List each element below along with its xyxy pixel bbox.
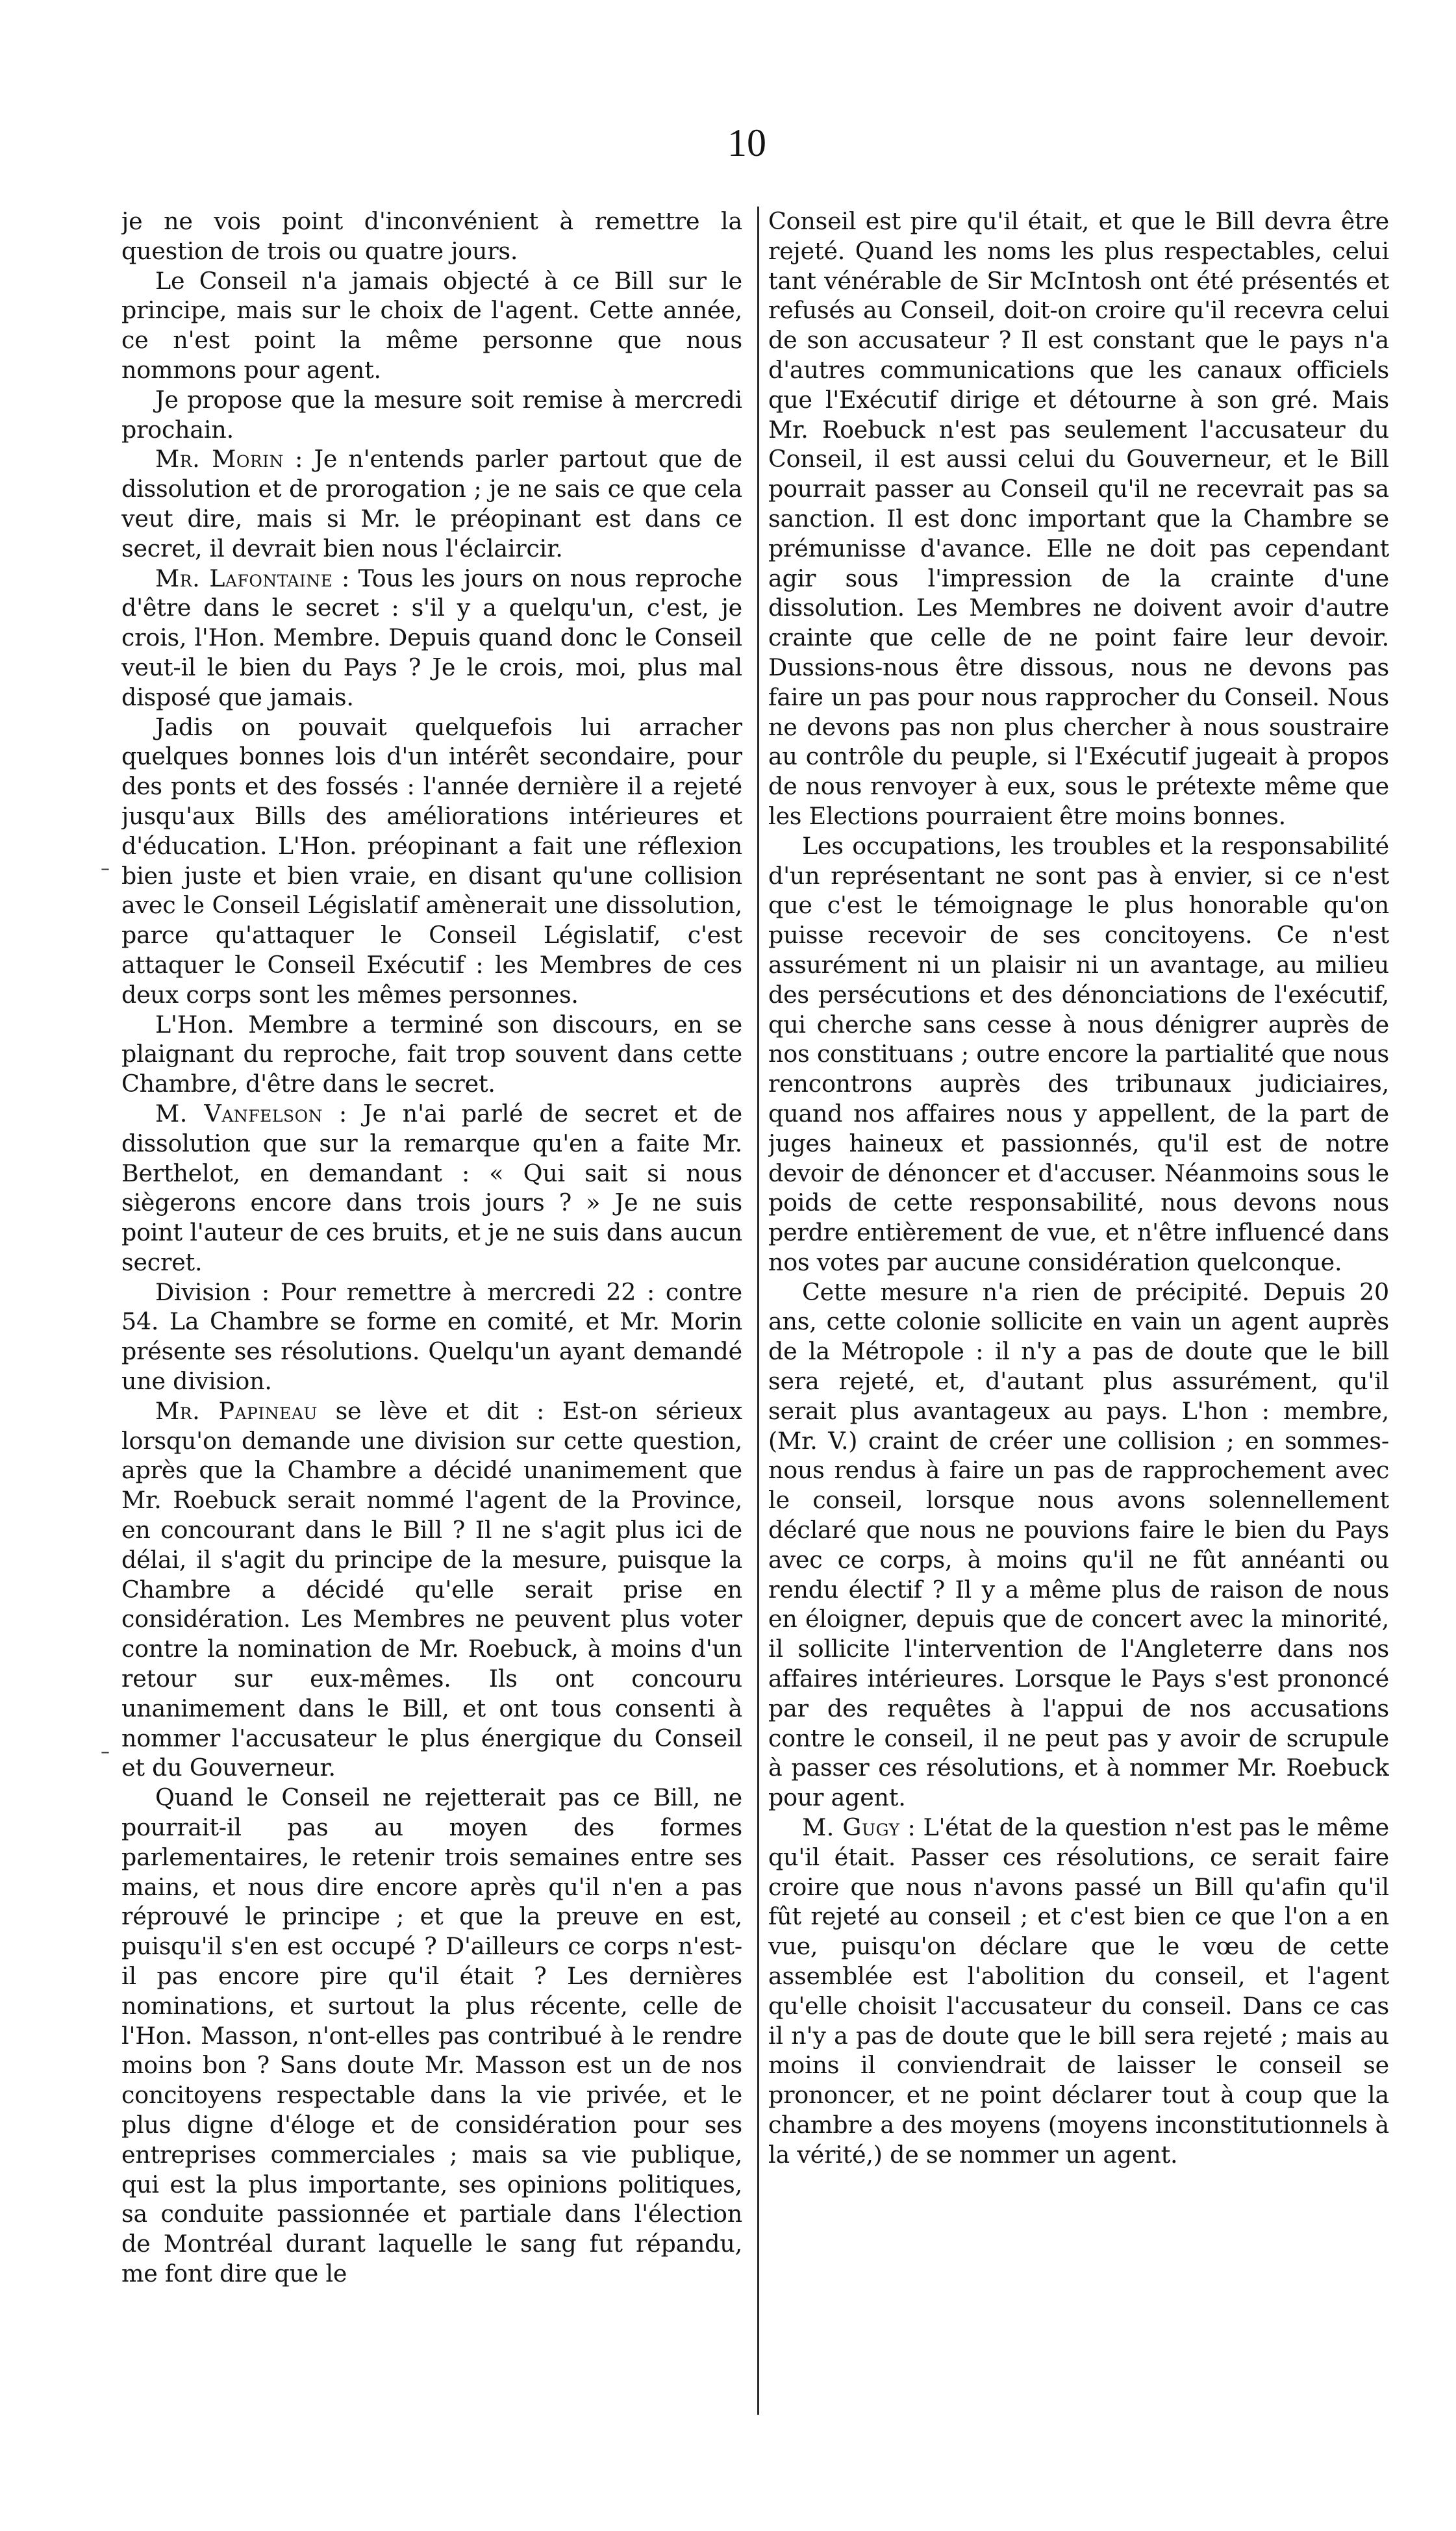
paragraph [121, 207, 742, 266]
paragraph-text: Division : Pour remettre à mercredi 22 : contre 54. La Chambre se forme en comité, et Mr. Morin présente ses résolutions. Quelqu'un ayant demandé une division. [121, 1278, 742, 1396]
paragraph-text: Cette mesure n'a rien de précipité. Depuis 20 ans, cette colonie sollicite en vain un agent auprès de la Métropole : il n'y a pas de doute que le bill sera rejeté, et, d'autant plus assurément, qu'il serait plus avantageux au pays. L'hon : membre, (Mr. V.) craint de créer une collision ; en sommes-nous rendus à faire un pas de rapprochement avec le conseil, lorsque nous avons solennellement déclaré que nous ne pouvions faire le bien du Pays avec ce corps, à moins qu'il ne fût annéanti ou rendu électif ? Il y a même plus de raison de nous en éloigner, depuis que de concert avec la minorité, il sollicite l'intervention de l'Angleterre dans nos affaires intérieures. Lorsque le Pays s'est prononcé par des requêtes à l'appui de nos accusations contre le conseil, il ne peut pas y avoir de scrupule à passer ces résolutions, et à nommer Mr. Roebuck pour agent. [768, 1278, 1389, 1812]
margin-mark: – [101, 857, 110, 879]
paragraph-text: Quand le Conseil ne rejetterait pas ce Bill, ne pourrait-il pas au moyen des formes parlementaires, le retenir trois semaines entre ses mains, et nous dire encore après qu'il n'en a pas réprouvé le principe ; et que la preuve en est, puisqu'il s'en est occupé ? D'ailleurs ce corps n'est-il pas encore pire qu'il était ? Les dernières nominations, et surtout la plus récente, celle de l'Hon. Masson, n'ont-elles pas contribué à le rendre moins bon ? Sans doute Mr. Masson est un de nos concitoyens respectable dans la vie privée, et le plus digne d'éloge et de considération pour ses entreprises commerciales ; mais sa vie publique, qui est la plus importante, ses opinions politiques, sa conduite passionnée et partiale dans l'élection de Montréal durant laquelle le sang fut répandu, me font dire que le [121, 1783, 742, 2287]
paragraph [121, 1010, 742, 1099]
page-number: 10 [727, 121, 766, 164]
paragraph-text: je ne vois point d'inconvénient à remettre la question de trois ou quatre jours. [121, 207, 742, 265]
paragraph-text: Le Conseil n'a jamais objecté à ce Bill sur le principe, mais sur le choix de l'agent. Cette année, ce n'est point la même personne que nous nommons pour agent. [121, 266, 742, 384]
paragraph-text: Jadis on pouvait quelquefois lui arracher quelques bonnes lois d'un intérêt secondaire, pour des ponts et des fossés : l'année dernière il a rejeté jusqu'aux Bills des améliorations intérieures et d'éducation. L'Hon. préopinant a fait une réflexion bien juste et bien vraie, en disant qu'une collision avec le Conseil Législatif amènerait une dissolution, parce qu'attaquer le Conseil Législatif, c'est attaquer le Conseil Exécutif : les Membres de ces deux corps sont les mêmes personnes. [121, 712, 742, 1009]
paragraph [768, 1278, 1389, 1813]
paragraph [121, 564, 742, 712]
paragraph [121, 444, 742, 563]
paragraph [121, 385, 742, 445]
margin-mark: – [101, 1741, 110, 1762]
paragraph [121, 1099, 742, 1278]
paragraph-text: : L'état de la question n'est pas le même qu'il était. Passer ces résolutions, ce serait faire croire que nous n'avons passé un Bill qu'afin qu'il fût rejeté au conseil ; et c'est bien ce que l'on a en vue, puisqu'on déclare que le vœu de cette assemblée est l'abolition du conseil, et l'agent qu'elle choisit l'accusateur du conseil. Dans ce cas il n'y a pas de doute que le bill sera rejeté ; mais au moins il conviendrait de laisser le conseil se prononcer, et ne point déclarer tout à coup que la chambre a des moyens (moyens inconstitutionnels à la vérité,) de se nommer un agent. [768, 1813, 1389, 2169]
paragraph-text: Je propose que la mesure soit remise à mercredi prochain. [121, 385, 742, 444]
right-column [768, 207, 1389, 2421]
speaker-name: Mr. Papineau [155, 1396, 318, 1425]
paragraph [121, 1396, 742, 1783]
paragraph [121, 1783, 742, 2289]
paragraph [121, 712, 742, 1010]
paragraph [121, 1278, 742, 1396]
paragraph [768, 831, 1389, 1278]
paragraph-text: se lève et dit : Est-on sérieux lorsqu'on demande une division sur cette question, après que la Chambre a décidé unanimement que Mr. Roebuck serait nommé l'agent de la Province, en concourant dans le Bill ? Il ne s'agit plus ici de délai, il s'agit du principe de la mesure, puisque la Chambre a décidé qu'elle serait prise en considération. Les Membres ne peuvent plus voter contre la nomination de Mr. Roebuck, à moins d'un retour sur eux-mêmes. Ils ont concouru unanimement dans le Bill, et ont tous consenti à nommer l'accusateur le plus énergique du Conseil et du Gouverneur. [121, 1396, 742, 1782]
paragraph [768, 207, 1389, 831]
paragraph [121, 266, 742, 385]
speaker-name: M. Gugy [802, 1813, 900, 1842]
paragraph-text: Les occupations, les troubles et la responsabilité d'un représentant ne sont pas à envier, si ce n'est que c'est le témoignage le plus honorable qu'on puisse recevoir de ses concitoyens. Ce n'est assurément ni un plaisir ni un avantage, au milieu des persécutions et des dénonciations de l'exécutif, qui cherche sans cesse à nous dénigrer auprès de nos constituans ; outre encore la partialité que nous rencontrons auprès des tribunaux judiciaires, quand nos affaires nous y appellent, de la part de juges haineux et passionnés, qu'il est de notre devoir de dénoncer et d'accuser. Néanmoins sous le poids de cette responsabilité, nous devons nous perdre entièrement de vue, et n'être influencé dans nos votes par aucune considération quelconque. [768, 831, 1389, 1276]
column-divider [757, 207, 759, 2415]
paragraph-text: Conseil est pire qu'il était, et que le Bill devra être rejeté. Quand les noms les plus respectables, celui tant vénérable de Sir McIntosh ont été présentés et refusés au Conseil, doit-on croire qu'il recevra celui de son accusateur ? Il est constant que le pays n'a d'autres communications que les canaux officiels que l'Exécutif dirige et détourne à son gré. Mais Mr. Roebuck n'est pas seulement l'accusateur du Conseil, il est aussi celui du Gouverneur, et le Bill pourrait passer au Conseil qu'il ne recevrait pas sa sanction. Il est donc important que la Chambre se prémunisse d'avance. Elle ne doit pas cependant agir sous l'impression de la crainte d'une dissolution. Les Membres ne doivent avoir d'autre crainte que celle de ne point faire leur devoir. Dussions-nous être dissous, nous ne devons pas faire un pas pour nous rapprocher du Conseil. Nous ne devons pas non plus chercher à nous soustraire au contrôle du peuple, si l'Exécutif jugeait à propos de nous renvoyer à eux, sous le prétexte même que les Elections pourraient être moins bonnes. [768, 207, 1389, 830]
speaker-name: Mr. Morin [155, 445, 284, 473]
paragraph-text: : Je n'ai parlé de secret et de dissolution que sur la remarque qu'en a faite Mr. Berthelot, en demandant : « Qui sait si nous siègerons encore dans trois jours ? » Je ne suis point l'auteur de ces bruits, et je ne suis dans aucun secret. [121, 1099, 742, 1276]
paragraph-text: : Tous les jours on nous reproche d'être dans le secret : s'il y a quelqu'un, c'est, je crois, l'Hon. Membre. Depuis quand donc le Conseil veut-il le bien du Pays ? Je le crois, moi, plus mal disposé que jamais. [121, 564, 742, 711]
speaker-name: Mr. Lafontaine [155, 564, 333, 592]
paragraph-text: L'Hon. Membre a terminé son discours, en se plaignant du reproche, fait trop souvent dans cette Chambre, d'être dans le secret. [121, 1010, 742, 1098]
paragraph-text: : Je n'entends parler partout que de dissolution et de prorogation ; je ne sais ce que cela veut dire, mais si Mr. le préopinant est dans ce secret, il devrait bien nous l'éclaircir. [121, 445, 742, 562]
speaker-name: M. Vanfelson [155, 1099, 323, 1127]
paragraph [768, 1813, 1389, 2170]
left-column [121, 207, 742, 2421]
